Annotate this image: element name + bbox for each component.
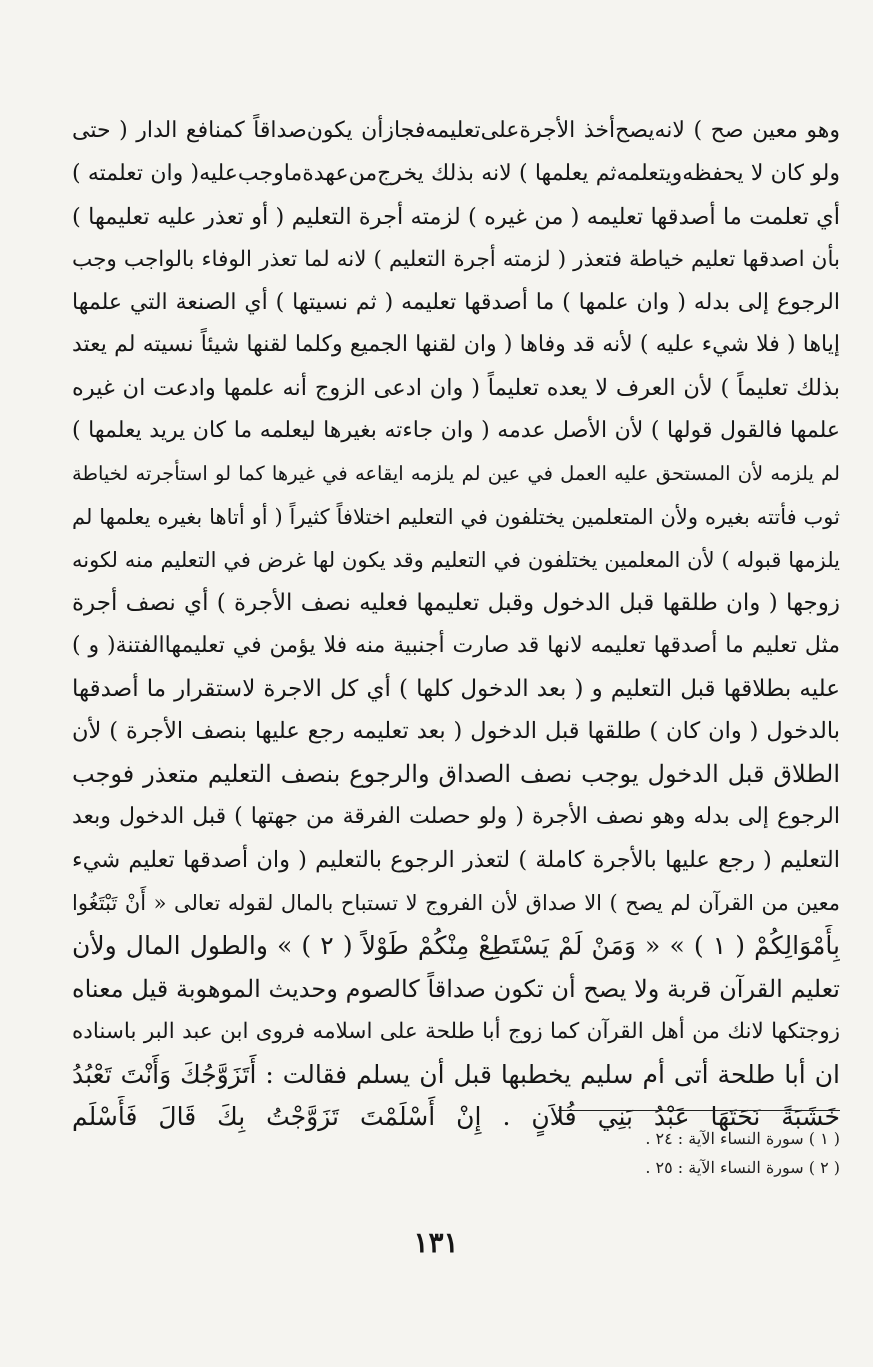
text-line: الطلاق قبل الدخول يوجب نصف الصداق والرجوع بنصف التعليم متعذر فوجب: [72, 760, 840, 789]
text-line: علمها فالقول قولها ) لأن الأصل عدمه ( وان جاءته بغيرها ليعلمه ما كان يريد يعلمها ): [72, 418, 840, 444]
page-number: ١٣١: [413, 1226, 459, 1259]
text-line: بِأَمْوَالِكُمْ ( ١ ) » « وَمَنْ لَمْ يَسْتَطِعْ مِنْكُمْ طَوْلاً ( ٢ ) » والطول المال ولأن: [72, 930, 840, 960]
text-line: عليه بطلاقها قبل التعليم و ( بعد الدخول كلها ) أي كل الاجرة لاستقرار ما أصدقها: [72, 675, 840, 702]
text-line: زوجتكها لانك من أهل القرآن كما زوج أبا طلحة على اسلامه فروى ابن عبد البر باسناده: [72, 1018, 840, 1044]
text-line: خَشَبَةً نَحَتَهَا عَبْدُ بَنِي فُلاَنٍ . إِنْ أَسْلَمْتَ تَزَوَّجْتُ بِكَ قَالَ فَأَسْلَم: [72, 1102, 840, 1132]
footnote-item: ( ٢ ) سورة النساء الآية : ٢٥ .: [645, 1158, 840, 1177]
text-line: ثوب فأتته بغيره ولأن المتعلمين يختلفون في التعليم اختلافاً كثيراً ( أو أتاها بغيره يعلمها لم: [72, 505, 840, 530]
text-line: تعليم القرآن قربة ولا يصح أن تكون صداقاً كالصوم وحديث الموهوبة قيل معناه: [72, 974, 840, 1003]
footnotes-block: [560, 1124, 840, 1182]
text-line: الرجوع إلى بدله ( وان علمها ) ما أصدقها تعليمه ( ثم نسيتها ) أي الصنعة التي علمها: [72, 289, 840, 315]
main-text-block: [72, 110, 840, 1139]
text-line: إياها ( فلا شيء عليه ) لأنه قد وفاها ( وان لقنها الجميع وكلما لقنها شيئاً نسيته لم يعتد: [72, 332, 840, 358]
text-line: بذلك تعليماً ) لأن العرف لا يعده تعليماً ( وان ادعى الزوج أنه علمها وادعت ان غيره: [72, 375, 840, 402]
text-line: زوجها ( وان طلقها قبل الدخول وقبل تعليمها فعليه نصف الأجرة ) أي نصف أجرة: [72, 589, 840, 616]
text-line: بأن اصدقها تعليم خياطة فتعذر ( لزمته أجرة التعليم ) لانه لما تعذر الوفاء بالواجب وجب: [72, 246, 840, 272]
text-line: مثل تعليم ما أصدقها تعليمه لانها قد صارت أجنبية منه فلا يؤمن في تعليمهاالفتنة( و ): [72, 632, 840, 658]
footnote-item: ( ١ ) سورة النساء الآية : ٢٤ .: [645, 1129, 840, 1148]
footnote-divider: [558, 1110, 840, 1111]
text-line: بالدخول ( وان كان ) طلقها قبل الدخول ( بعد تعليمه رجع عليها بنصف الأجرة ) لأن: [72, 718, 840, 745]
text-line: ان أبا طلحة أتى أم سليم يخطبها قبل أن يسلم فقالت : أَتَزَوَّجُكَ وَأَنْتَ تَعْبُدُ: [72, 1059, 840, 1089]
text-line: الرجوع إلى بدله وهو نصف الأجرة ( ولو حصلت الفرقة من جهتها ) قبل الدخول وبعد: [72, 804, 840, 830]
text-line: لم يلزمه لأن المستحق عليه العمل في عين لم يلزمه ايقاعه في غيرها كما لو استأجرته لخياطة: [72, 462, 840, 486]
text-line: وهو معين صح ) لانه‌يصح‌أخذ الأجرة‌على‌تعليمه‌فجاز‌أن يكون‌صداقاً كمنافع الدار ( حتى: [72, 118, 840, 143]
text-line: أي تعلمت ما أصدقها تعليمه ( من غيره ) لزمته أجرة التعليم ( أو تعذر عليه تعليمها ): [72, 203, 840, 230]
text-line: ولو كان لا يحفظه‌ويتعلمه‌ثم يعلمها ) لانه بذلك يخرج‌من‌عهدة‌ماوجب‌عليه( وان تعلمته ): [72, 160, 840, 186]
text-line: معين من القرآن لم يصح ) الا صداق لأن الفروج لا تستباح بالمال لقوله تعالى « أَنْ تَبْتَغُوا: [72, 891, 840, 916]
text-line: يلزمها قبوله ) لأن المعلمين يختلفون في التعليم وقد يكون لها غرض في التعليم منه لكونه: [72, 547, 840, 572]
text-line: التعليم ( رجع عليها بالأجرة كاملة ) لتعذر الرجوع بالتعليم ( وان أصدقها تعليم شيء: [72, 847, 840, 874]
